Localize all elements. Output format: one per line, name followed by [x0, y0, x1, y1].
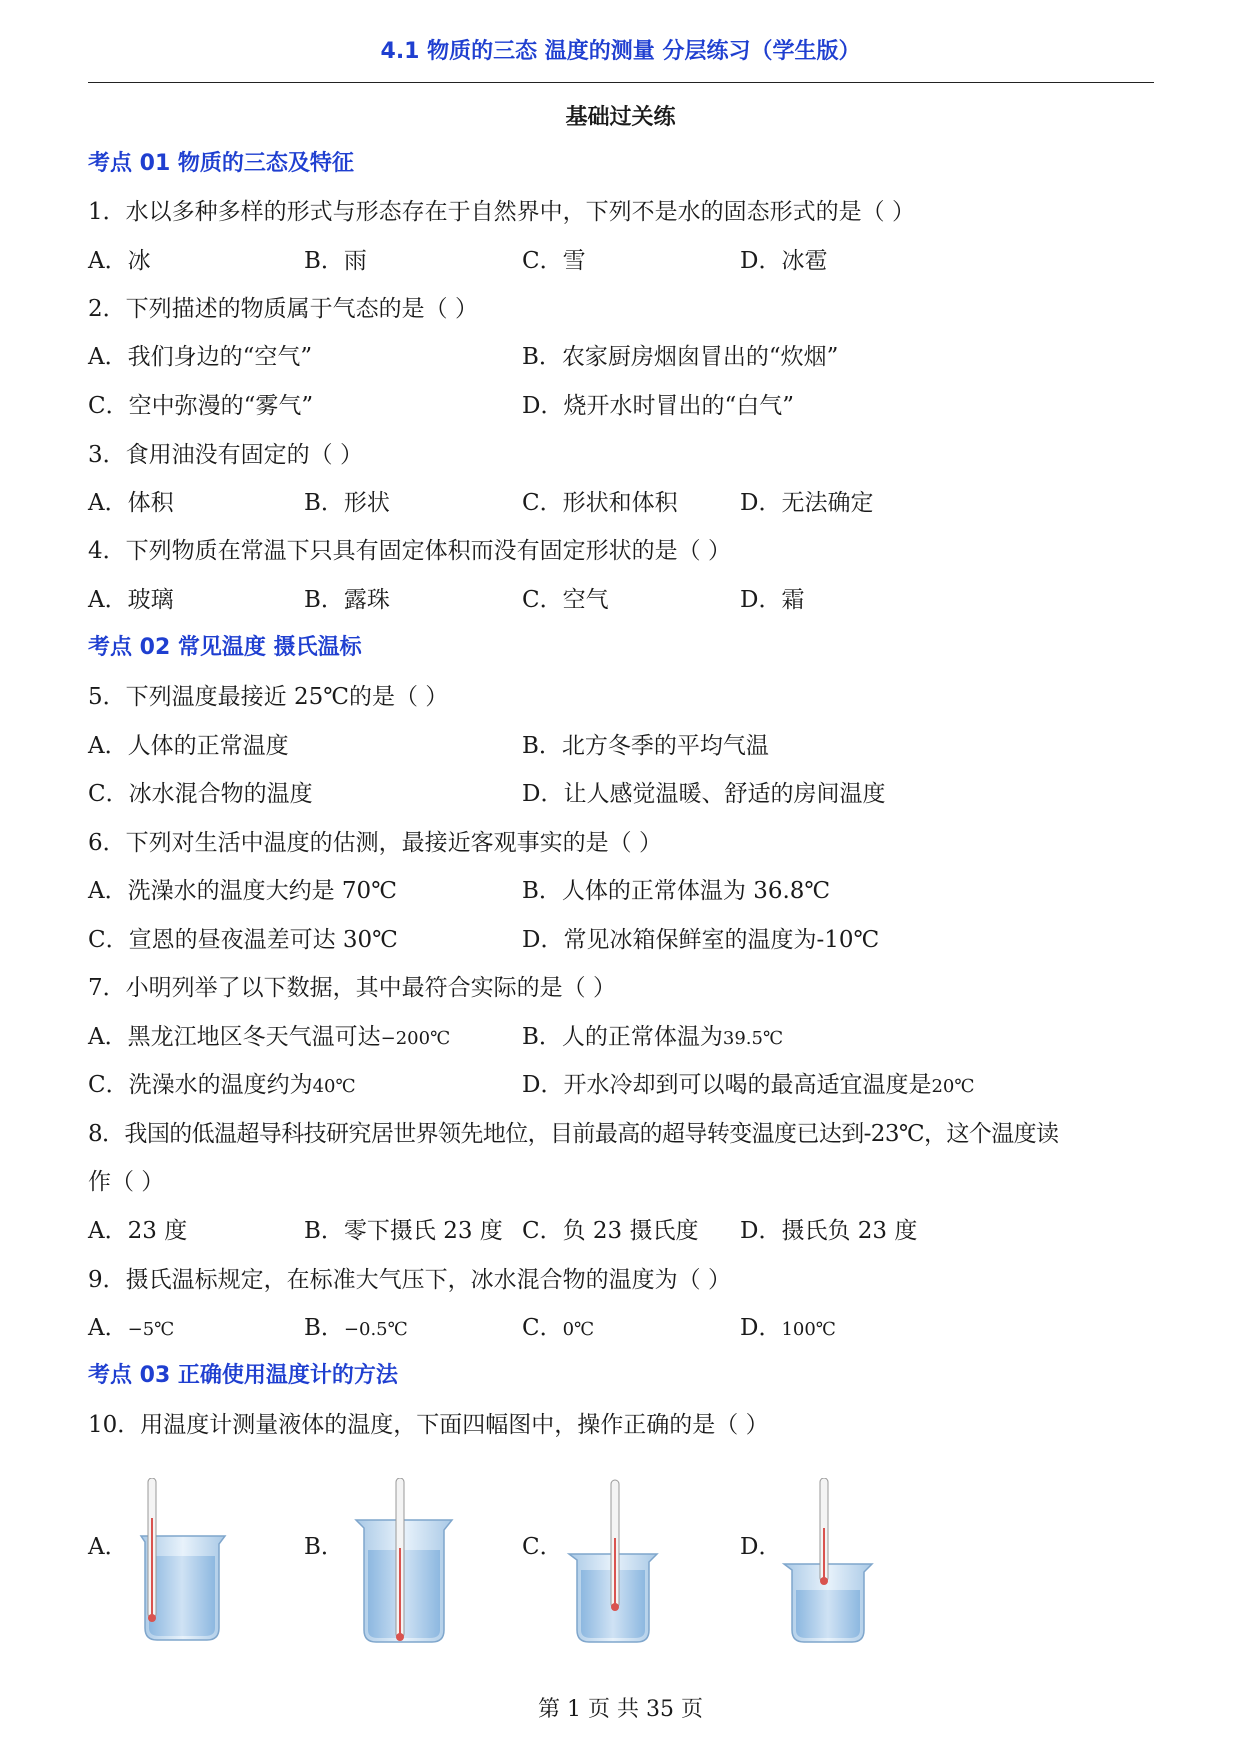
question-8-option-c: C．负 23 摄氏度	[522, 1218, 699, 1244]
question-9-option-a-label: A．	[88, 1315, 128, 1341]
question-4-option-b: B．露珠	[304, 587, 390, 613]
question-5-option-b: B．北方冬季的平均气温	[522, 733, 769, 759]
question-8-option-d: D．摄氏负 23 度	[740, 1218, 918, 1244]
figure-c-beaker-thermometer	[565, 1478, 665, 1648]
question-4-option-c: C．空气	[522, 587, 609, 613]
question-10-option-b-label: B．	[304, 1534, 344, 1560]
question-7-option-d	[522, 1066, 975, 1099]
question-10-option-a-label: A．	[88, 1534, 128, 1560]
figure-b-beaker-thermometer	[350, 1478, 460, 1648]
page-number-footer: 第 1 页 共 35 页	[538, 1697, 703, 1722]
question-8-stem-line1: 8．我国的低温超导科技研究居世界领先地位，目前最高的超导转变温度已达到-23℃，这个温度读	[88, 1121, 1059, 1147]
question-2-option-c: C．空中弥漫的“雾气”	[88, 393, 314, 419]
question-8-option-b: B．零下摄氏 23 度	[304, 1218, 503, 1244]
kaodian-01-heading: 考点 01 物质的三态及特征	[88, 151, 354, 176]
question-3-option-b: B．形状	[304, 490, 390, 516]
question-7-option-b-label: B．人的正常体温为	[522, 1024, 723, 1050]
question-9-option-d	[740, 1309, 836, 1342]
question-2-option-a: A．我们身边的“空气”	[88, 344, 313, 370]
question-7-option-b-value: 39.5℃	[722, 1028, 784, 1049]
figure-a-beaker-thermometer	[135, 1478, 235, 1648]
question-7-option-a	[88, 1018, 450, 1051]
question-9-option-c-label: C．	[522, 1315, 563, 1341]
question-3-option-a: A．体积	[88, 490, 174, 516]
question-7-option-c-label: C．洗澡水的温度约为	[88, 1072, 313, 1098]
question-1-option-c: C．雪	[522, 248, 586, 274]
question-7-option-a-value: −200℃	[380, 1028, 451, 1049]
question-7-option-d-label: D．开水冷却到可以喝的最高适宜温度是	[522, 1072, 932, 1098]
question-4-option-a: A．玻璃	[88, 587, 174, 613]
question-2-stem: 2．下列描述的物质属于气态的是（ ）	[88, 296, 478, 322]
question-10-stem: 10．用温度计测量液体的温度，下面四幅图中，操作正确的是（ ）	[88, 1412, 769, 1438]
question-9-option-a-value: −5℃	[127, 1319, 175, 1340]
question-10-option-d-label: D．	[740, 1534, 782, 1560]
question-1-stem: 1．水以多种多样的形式与形态存在于自然界中，下列不是水的固态形式的是（ ）	[88, 199, 915, 225]
figure-d-beaker-thermometer	[780, 1478, 880, 1648]
question-6-option-d: D．常见冰箱保鲜室的温度为-10℃	[522, 927, 880, 953]
question-3-stem: 3．食用油没有固定的（ ）	[88, 442, 363, 468]
question-5-option-a: A．人体的正常温度	[88, 733, 289, 759]
document-header-title: 4.1 物质的三态 温度的测量 分层练习（学生版）	[380, 39, 861, 64]
question-9-option-a	[88, 1309, 174, 1342]
section-title: 基础过关练	[565, 105, 676, 130]
question-3-option-d: D．无法确定	[740, 490, 874, 516]
question-10-option-c-label: C．	[522, 1534, 563, 1560]
question-9-stem: 9．摄氏温标规定，在标准大气压下，冰水混合物的温度为（ ）	[88, 1267, 731, 1293]
question-9-option-b-label: B．	[304, 1315, 344, 1341]
question-8-option-a: A．23 度	[88, 1218, 188, 1244]
question-6-option-c: C．宣恩的昼夜温差可达 30℃	[88, 927, 398, 953]
question-4-stem: 4．下列物质在常温下只具有固定体积而没有固定形状的是（ ）	[88, 538, 731, 564]
question-5-option-c: C．冰水混合物的温度	[88, 781, 313, 807]
question-4-option-d: D．霜	[740, 587, 805, 613]
question-9-option-b-value: −0.5℃	[343, 1319, 408, 1340]
question-2-option-d: D．烧开水时冒出的“白气”	[522, 393, 794, 419]
question-7-option-c	[88, 1066, 356, 1099]
question-5-stem: 5．下列温度最接近 25℃的是（ ）	[88, 684, 449, 710]
question-1-option-a: A．冰	[88, 248, 151, 274]
question-1-option-b: B．雨	[304, 248, 367, 274]
question-9-option-d-label: D．	[740, 1315, 782, 1341]
question-9-option-c	[522, 1309, 594, 1342]
kaodian-02-heading: 考点 02 常见温度 摄氏温标	[88, 635, 362, 660]
question-9-option-c-value: 0℃	[562, 1319, 595, 1340]
question-7-option-d-value: 20℃	[931, 1076, 975, 1097]
question-5-option-d: D．让人感觉温暖、舒适的房间温度	[522, 781, 886, 807]
question-7-option-c-value: 40℃	[312, 1076, 356, 1097]
question-7-option-a-label: A．黑龙江地区冬天气温可达	[88, 1024, 381, 1050]
question-1-option-d: D．冰雹	[740, 248, 828, 274]
question-9-option-d-value: 100℃	[781, 1319, 836, 1340]
question-7-option-b	[522, 1018, 783, 1051]
question-6-option-a: A．洗澡水的温度大约是 70℃	[88, 878, 397, 904]
question-9-option-b	[304, 1309, 408, 1342]
question-3-option-c: C．形状和体积	[522, 490, 678, 516]
header-divider	[88, 82, 1154, 83]
kaodian-03-heading: 考点 03 正确使用温度计的方法	[88, 1363, 398, 1388]
question-6-option-b: B．人体的正常体温为 36.8℃	[522, 878, 831, 904]
question-8-stem-line2: 作（ ）	[88, 1169, 165, 1195]
question-2-option-b: B．农家厨房烟囱冒出的“炊烟”	[522, 344, 839, 370]
question-7-stem: 7．小明列举了以下数据，其中最符合实际的是（ ）	[88, 975, 616, 1001]
question-6-stem: 6．下列对生活中温度的估测，最接近客观事实的是（ ）	[88, 830, 662, 856]
